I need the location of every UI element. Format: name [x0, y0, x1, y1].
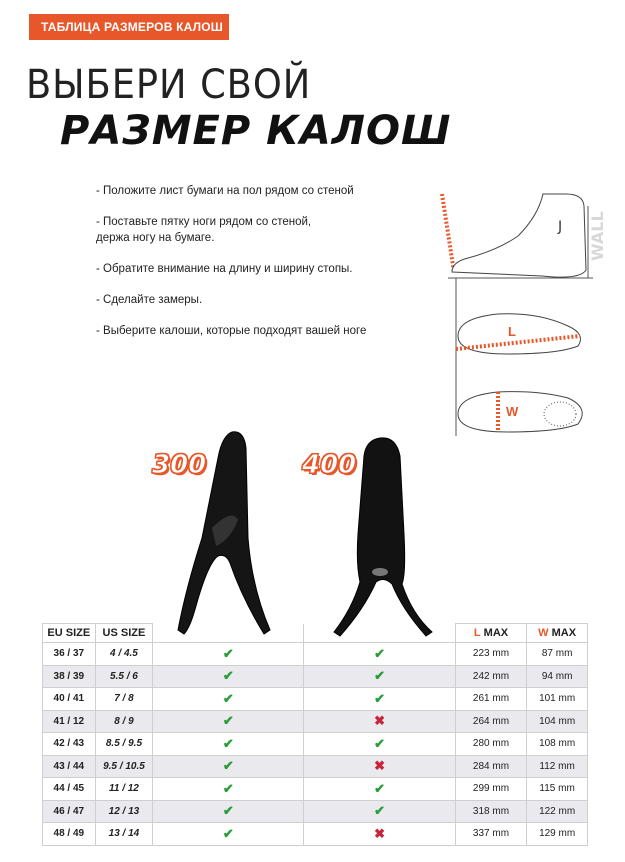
eu-size-cell: 38 / 39: [43, 665, 96, 688]
table-row: [43, 688, 588, 711]
us-size-cell: 7 / 8: [95, 688, 153, 711]
eu-size-cell: 36 / 37: [43, 643, 96, 666]
fit-300-cell: [153, 643, 304, 666]
fit-300-cell: [153, 710, 304, 733]
width-label: W: [506, 404, 519, 419]
header-l-letter: L: [473, 627, 481, 639]
check-icon: ✔: [222, 825, 234, 841]
check-icon: ✔: [222, 645, 234, 661]
eu-size-cell: 44 / 45: [43, 778, 96, 801]
fit-400-cell: [304, 710, 455, 733]
table-row: [43, 643, 588, 666]
check-icon: ✔: [374, 690, 386, 706]
fit-300-cell: [153, 800, 304, 823]
width-cell: 101 mm: [527, 688, 588, 711]
header-banner: ТАБЛИЦА РАЗМЕРОВ КАЛОШ: [29, 14, 229, 40]
eu-size-cell: 46 / 47: [43, 800, 96, 823]
width-cell: 129 mm: [527, 823, 588, 846]
width-cell: 122 mm: [527, 800, 588, 823]
length-cell: 337 mm: [455, 823, 527, 846]
check-icon: ✔: [374, 735, 386, 751]
check-icon: ✔: [374, 780, 386, 796]
width-cell: 112 mm: [527, 755, 588, 778]
fit-300-cell: [153, 665, 304, 688]
length-cell: 318 mm: [455, 800, 527, 823]
length-cell: 299 mm: [455, 778, 527, 801]
svg-text:J: J: [558, 219, 563, 235]
instructions-list: [96, 183, 426, 354]
foot-side-icon: [452, 194, 586, 277]
fit-400-cell: [304, 733, 455, 756]
us-size-cell: 11 / 12: [95, 778, 153, 801]
width-cell: 104 mm: [527, 710, 588, 733]
check-icon: ✔: [222, 758, 234, 774]
length-label: L: [508, 324, 516, 339]
length-cell: 264 mm: [455, 710, 527, 733]
table-row: [43, 733, 588, 756]
us-size-cell: 4 / 4.5: [95, 643, 153, 666]
fit-400-cell: [304, 665, 455, 688]
check-icon: ✔: [222, 713, 234, 729]
fit-400-cell: [304, 688, 455, 711]
table-row: [43, 755, 588, 778]
fit-400-cell: [304, 778, 455, 801]
fit-300-cell: [153, 755, 304, 778]
us-size-cell: 13 / 14: [95, 823, 153, 846]
length-cell: 223 mm: [455, 643, 527, 666]
cross-icon: ✖: [374, 825, 386, 841]
wall-line-icon: [442, 194, 454, 272]
size-table: [42, 623, 588, 846]
instruction-step-1: - Положите лист бумаги на пол рядом со стеной: [96, 185, 354, 197]
table-row: [43, 710, 588, 733]
header-fin-300: [153, 624, 304, 643]
fit-400-cell: [304, 823, 455, 846]
width-cell: 108 mm: [527, 733, 588, 756]
table-row: [43, 800, 588, 823]
instruction-step-3: - Обратите внимание на длину и ширину стопы.: [96, 263, 353, 275]
table-header-row: [43, 624, 588, 643]
width-cell: 94 mm: [527, 665, 588, 688]
width-cell: 115 mm: [527, 778, 588, 801]
fit-300-cell: [153, 688, 304, 711]
check-icon: ✔: [374, 803, 386, 819]
header-w-letter: W: [538, 627, 549, 639]
fit-400-cell: [304, 643, 455, 666]
instruction-step-2: - Поставьте пятку ноги рядом со стеной, держа ногу на бумаге.: [96, 216, 312, 244]
fin-300-label: 300: [152, 450, 207, 480]
eu-size-cell: 41 / 12: [43, 710, 96, 733]
us-size-cell: 9.5 / 10.5: [95, 755, 153, 778]
fit-300-cell: [153, 778, 304, 801]
instruction-step-5: - Выберите калоши, которые подходят вашей ноге: [96, 325, 367, 337]
eu-size-cell: 43 / 44: [43, 755, 96, 778]
cross-icon: ✖: [374, 758, 386, 774]
check-icon: ✔: [222, 690, 234, 706]
table-row: [43, 823, 588, 846]
table-row: [43, 665, 588, 688]
eu-size-cell: 42 / 43: [43, 733, 96, 756]
check-icon: ✔: [374, 645, 386, 661]
length-cell: 261 mm: [455, 688, 527, 711]
length-cell: 242 mm: [455, 665, 527, 688]
fit-300-cell: [153, 823, 304, 846]
length-cell: 284 mm: [455, 755, 527, 778]
length-cell: 280 mm: [455, 733, 527, 756]
us-size-cell: 5.5 / 6: [95, 665, 153, 688]
header-eu-size: EU SIZE: [43, 624, 96, 643]
fit-400-cell: [304, 755, 455, 778]
eu-size-cell: 40 / 41: [43, 688, 96, 711]
table-row: [43, 778, 588, 801]
wall-label: WALL: [588, 211, 607, 261]
us-size-cell: 12 / 13: [95, 800, 153, 823]
header-width-max: [527, 624, 588, 643]
us-size-cell: 8 / 9: [95, 710, 153, 733]
fit-400-cell: [304, 800, 455, 823]
check-icon: ✔: [222, 803, 234, 819]
eu-size-cell: 48 / 49: [43, 823, 96, 846]
fin-400-label: 400: [302, 450, 357, 480]
check-icon: ✔: [222, 780, 234, 796]
us-size-cell: 8.5 / 9.5: [95, 733, 153, 756]
header-fin-400: [304, 624, 455, 643]
header-us-size: US SIZE: [95, 624, 153, 643]
header-length-max: [455, 624, 527, 643]
check-icon: ✔: [222, 668, 234, 684]
title-line-2: РАЗМЕР КАЛОШ: [60, 108, 452, 154]
check-icon: ✔: [374, 668, 386, 684]
instruction-step-4: - Сделайте замеры.: [96, 294, 203, 306]
width-cell: 87 mm: [527, 643, 588, 666]
check-icon: ✔: [222, 735, 234, 751]
foot-measurement-illustration: [438, 186, 613, 436]
fit-300-cell: [153, 733, 304, 756]
title-line-1: ВЫБЕРИ СВОЙ: [26, 62, 312, 108]
header-w-text: MAX: [551, 627, 577, 639]
cross-icon: ✖: [374, 713, 386, 729]
header-l-text: MAX: [483, 627, 509, 639]
